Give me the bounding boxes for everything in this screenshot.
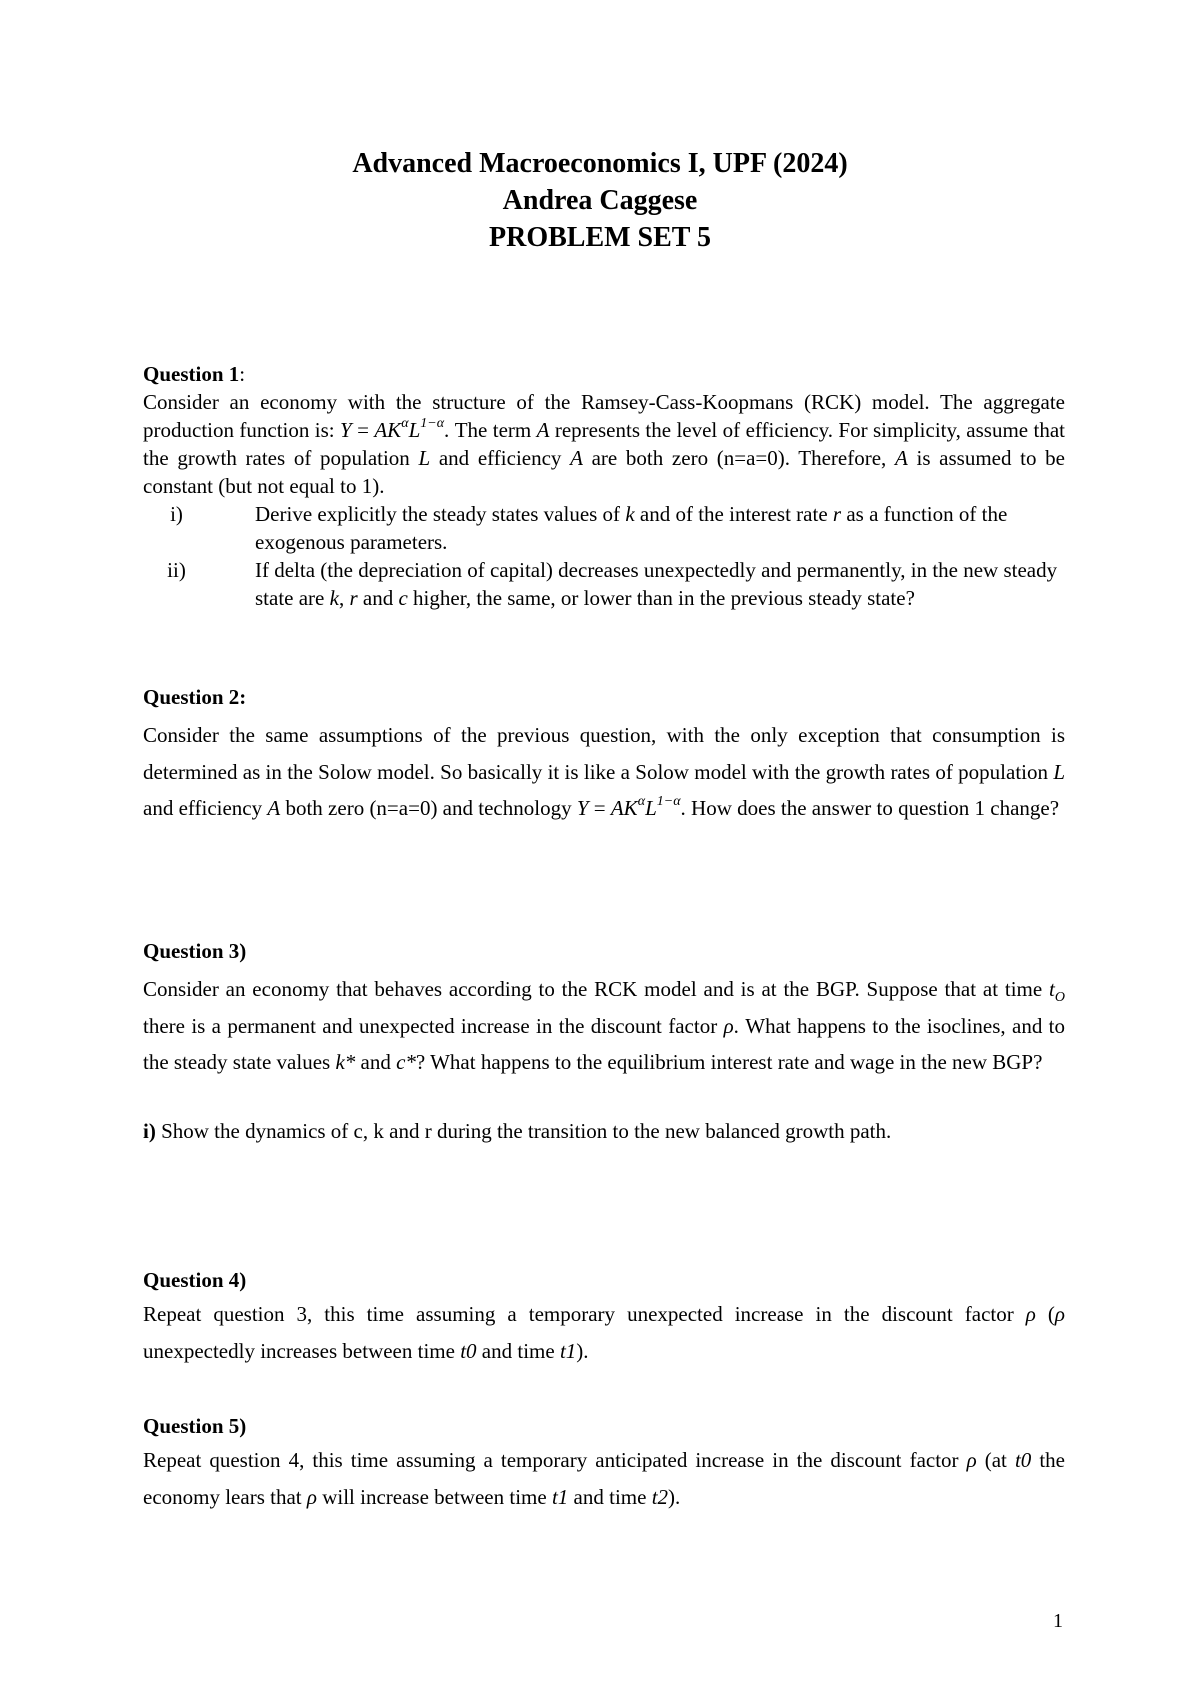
q1-eq-ak: AK: [374, 418, 402, 442]
q5-var-t2: t2: [651, 1484, 669, 1509]
document-header: [0, 145, 1200, 256]
q5-text-3: the economy lears that: [143, 1448, 1066, 1509]
q3-var-kstar: k*: [335, 1050, 356, 1074]
question-3-title: Question 3): [143, 939, 247, 963]
q3-part-i-text: Show the dynamics of c, k and r during the transition to the new balanced growth path.: [155, 1118, 892, 1143]
item-text-part: as a function of the exogenous parameters.: [255, 502, 1008, 554]
q1-eq-l: L: [408, 418, 421, 442]
q2-eq-exponent: 1−α: [656, 794, 681, 809]
q2-eq-y: Y: [576, 796, 589, 820]
q1-text-4: and efficiency: [430, 446, 571, 470]
q3-part-i-label: i): [143, 1118, 156, 1143]
q4-text-1: Repeat question 3, this time assuming a temporary unexpected increase in the discount factor: [143, 1302, 1026, 1326]
q5-var-rho-2: ρ: [306, 1484, 317, 1509]
question-5: [143, 1412, 1065, 1515]
page-number: 1: [1053, 1610, 1063, 1632]
q2-var-a: A: [267, 796, 281, 820]
q3-var-cstar: c*: [396, 1050, 416, 1074]
q4-text-4: and time: [476, 1338, 560, 1363]
item-text-part: and: [357, 586, 399, 610]
q2-eq-ak: AK: [610, 796, 638, 820]
q5-text-5: and time: [568, 1484, 652, 1509]
item-number: i): [170, 502, 183, 526]
q5-var-rho: ρ: [966, 1448, 977, 1472]
question-5-text: [143, 1442, 1065, 1515]
q1-var-a: A: [536, 418, 550, 442]
item-var-k: k: [329, 586, 339, 610]
q5-var-t0: t0: [1014, 1448, 1032, 1472]
item-number: ii): [167, 558, 186, 582]
q3-var-rho: ρ: [723, 1013, 734, 1038]
question-4: [143, 1266, 1065, 1369]
author-name: Andrea Caggese: [502, 185, 698, 216]
q1-text-6: is assumed to be constant (but not equal to 1).: [143, 446, 1066, 498]
item-var-k: k: [625, 502, 635, 526]
q1-text-3: represents the level of efficiency. For simplicity, assume that the growth rates of population: [143, 418, 1065, 470]
q3-text-4: and: [355, 1050, 397, 1074]
question-1: [143, 360, 1065, 612]
q5-text-6: ).: [668, 1484, 681, 1509]
q3-text-2: there is a permanent and unexpected increase in the discount factor: [143, 1013, 724, 1038]
q1-var-l: L: [418, 446, 431, 470]
question-4-text: [143, 1296, 1065, 1369]
question-3: [143, 937, 1065, 1145]
q2-var-l: L: [1053, 759, 1065, 784]
q4-text-2: (: [1035, 1302, 1055, 1326]
question-1-colon: :: [239, 362, 246, 386]
q1-text-5: are both zero (n=a=0). Therefore,: [582, 446, 895, 470]
question-3-part-i: [143, 1117, 1065, 1145]
q2-text-2: and efficiency: [143, 796, 268, 820]
q3-text-3: . What happens to the isoclines, and to the steady state values: [143, 1013, 1065, 1074]
q5-text-4: will increase between time: [316, 1484, 552, 1509]
q2-text-3: both zero (n=a=0) and technology: [280, 796, 577, 820]
q5-text-2: (at: [976, 1448, 1015, 1472]
q2-eq-alpha: α: [637, 794, 646, 809]
question-1-heading: [143, 360, 1065, 388]
q2-text-1: Consider the same assumptions of the previous question, with the only exception that consumption is determined as in the Solow model. So basically it is like a Solow model with the growth rates of population: [143, 723, 1065, 784]
question-3-text: [143, 971, 1065, 1081]
item-var-r: r: [832, 502, 842, 526]
question-5-title: Question 5): [143, 1414, 247, 1438]
q3-text-5: ? What happens to the equilibrium interest rate and wage in the new BGP?: [415, 1050, 1043, 1074]
question-2: [143, 683, 1065, 827]
item-text-part: If delta (the depreciation of capital) decreases unexpectedly and permanently, in the new steady state are: [255, 558, 1058, 610]
q3-var-t-subscript: O: [1054, 990, 1065, 1006]
question-1-text: [143, 388, 1065, 500]
q1-eq-equals: =: [351, 418, 375, 442]
q2-text-4: . How does the answer to question 1 change?: [680, 796, 1060, 820]
q5-text-1: Repeat question 4, this time assuming a temporary anticipated increase in the discount factor: [143, 1448, 967, 1472]
item-text-part: higher, the same, or lower than in the previous steady state?: [407, 586, 915, 610]
q4-text-5: ).: [576, 1338, 589, 1363]
item-text-part: ,: [338, 586, 350, 610]
q1-eq-exponent: 1−α: [420, 416, 445, 431]
question-1-item-i: [143, 500, 1065, 556]
item-text: [196, 500, 1065, 556]
item-text: [196, 556, 1065, 612]
item-text-part: Derive explicitly the steady states values of: [255, 502, 626, 526]
q1-eq-alpha: α: [401, 416, 409, 431]
item-text-part: and of the interest rate: [634, 502, 833, 526]
q4-var-t1: t1: [559, 1338, 577, 1363]
question-2-title: Question 2:: [143, 685, 247, 709]
question-4-title: Question 4): [143, 1268, 247, 1292]
q4-var-rho: ρ: [1025, 1302, 1036, 1326]
q2-eq-equals: =: [588, 796, 611, 820]
q1-text-2: . The term: [444, 418, 537, 442]
q5-var-t1: t1: [551, 1484, 569, 1509]
question-2-text: [143, 717, 1065, 827]
item-var-c: c: [398, 586, 408, 610]
item-var-r: r: [349, 586, 358, 610]
q3-var-t: t: [1049, 977, 1055, 1001]
q1-var-a-3: A: [894, 446, 908, 470]
q4-var-t0: t0: [460, 1338, 477, 1363]
question-1-item-ii: [143, 556, 1065, 612]
problem-set-title: PROBLEM SET 5: [489, 222, 711, 253]
course-title: Advanced Macroeconomics I, UPF (2024): [352, 148, 848, 179]
question-1-title: Question 1: [143, 362, 240, 386]
q1-var-a-2: A: [570, 446, 583, 470]
q2-eq-l: L: [645, 796, 657, 820]
q1-eq-y: Y: [340, 418, 352, 442]
q3-text-1: Consider an economy that behaves according to the RCK model and is at the BGP. Suppose that at time: [143, 977, 1050, 1001]
q4-text-3: unexpectedly increases between time: [143, 1338, 461, 1363]
q1-text-1: Consider an economy with the structure of the Ramsey-Cass-Koopmans (RCK) model. The aggregate production function is:: [143, 390, 1065, 442]
q4-var-rho-2: ρ: [1054, 1302, 1065, 1326]
